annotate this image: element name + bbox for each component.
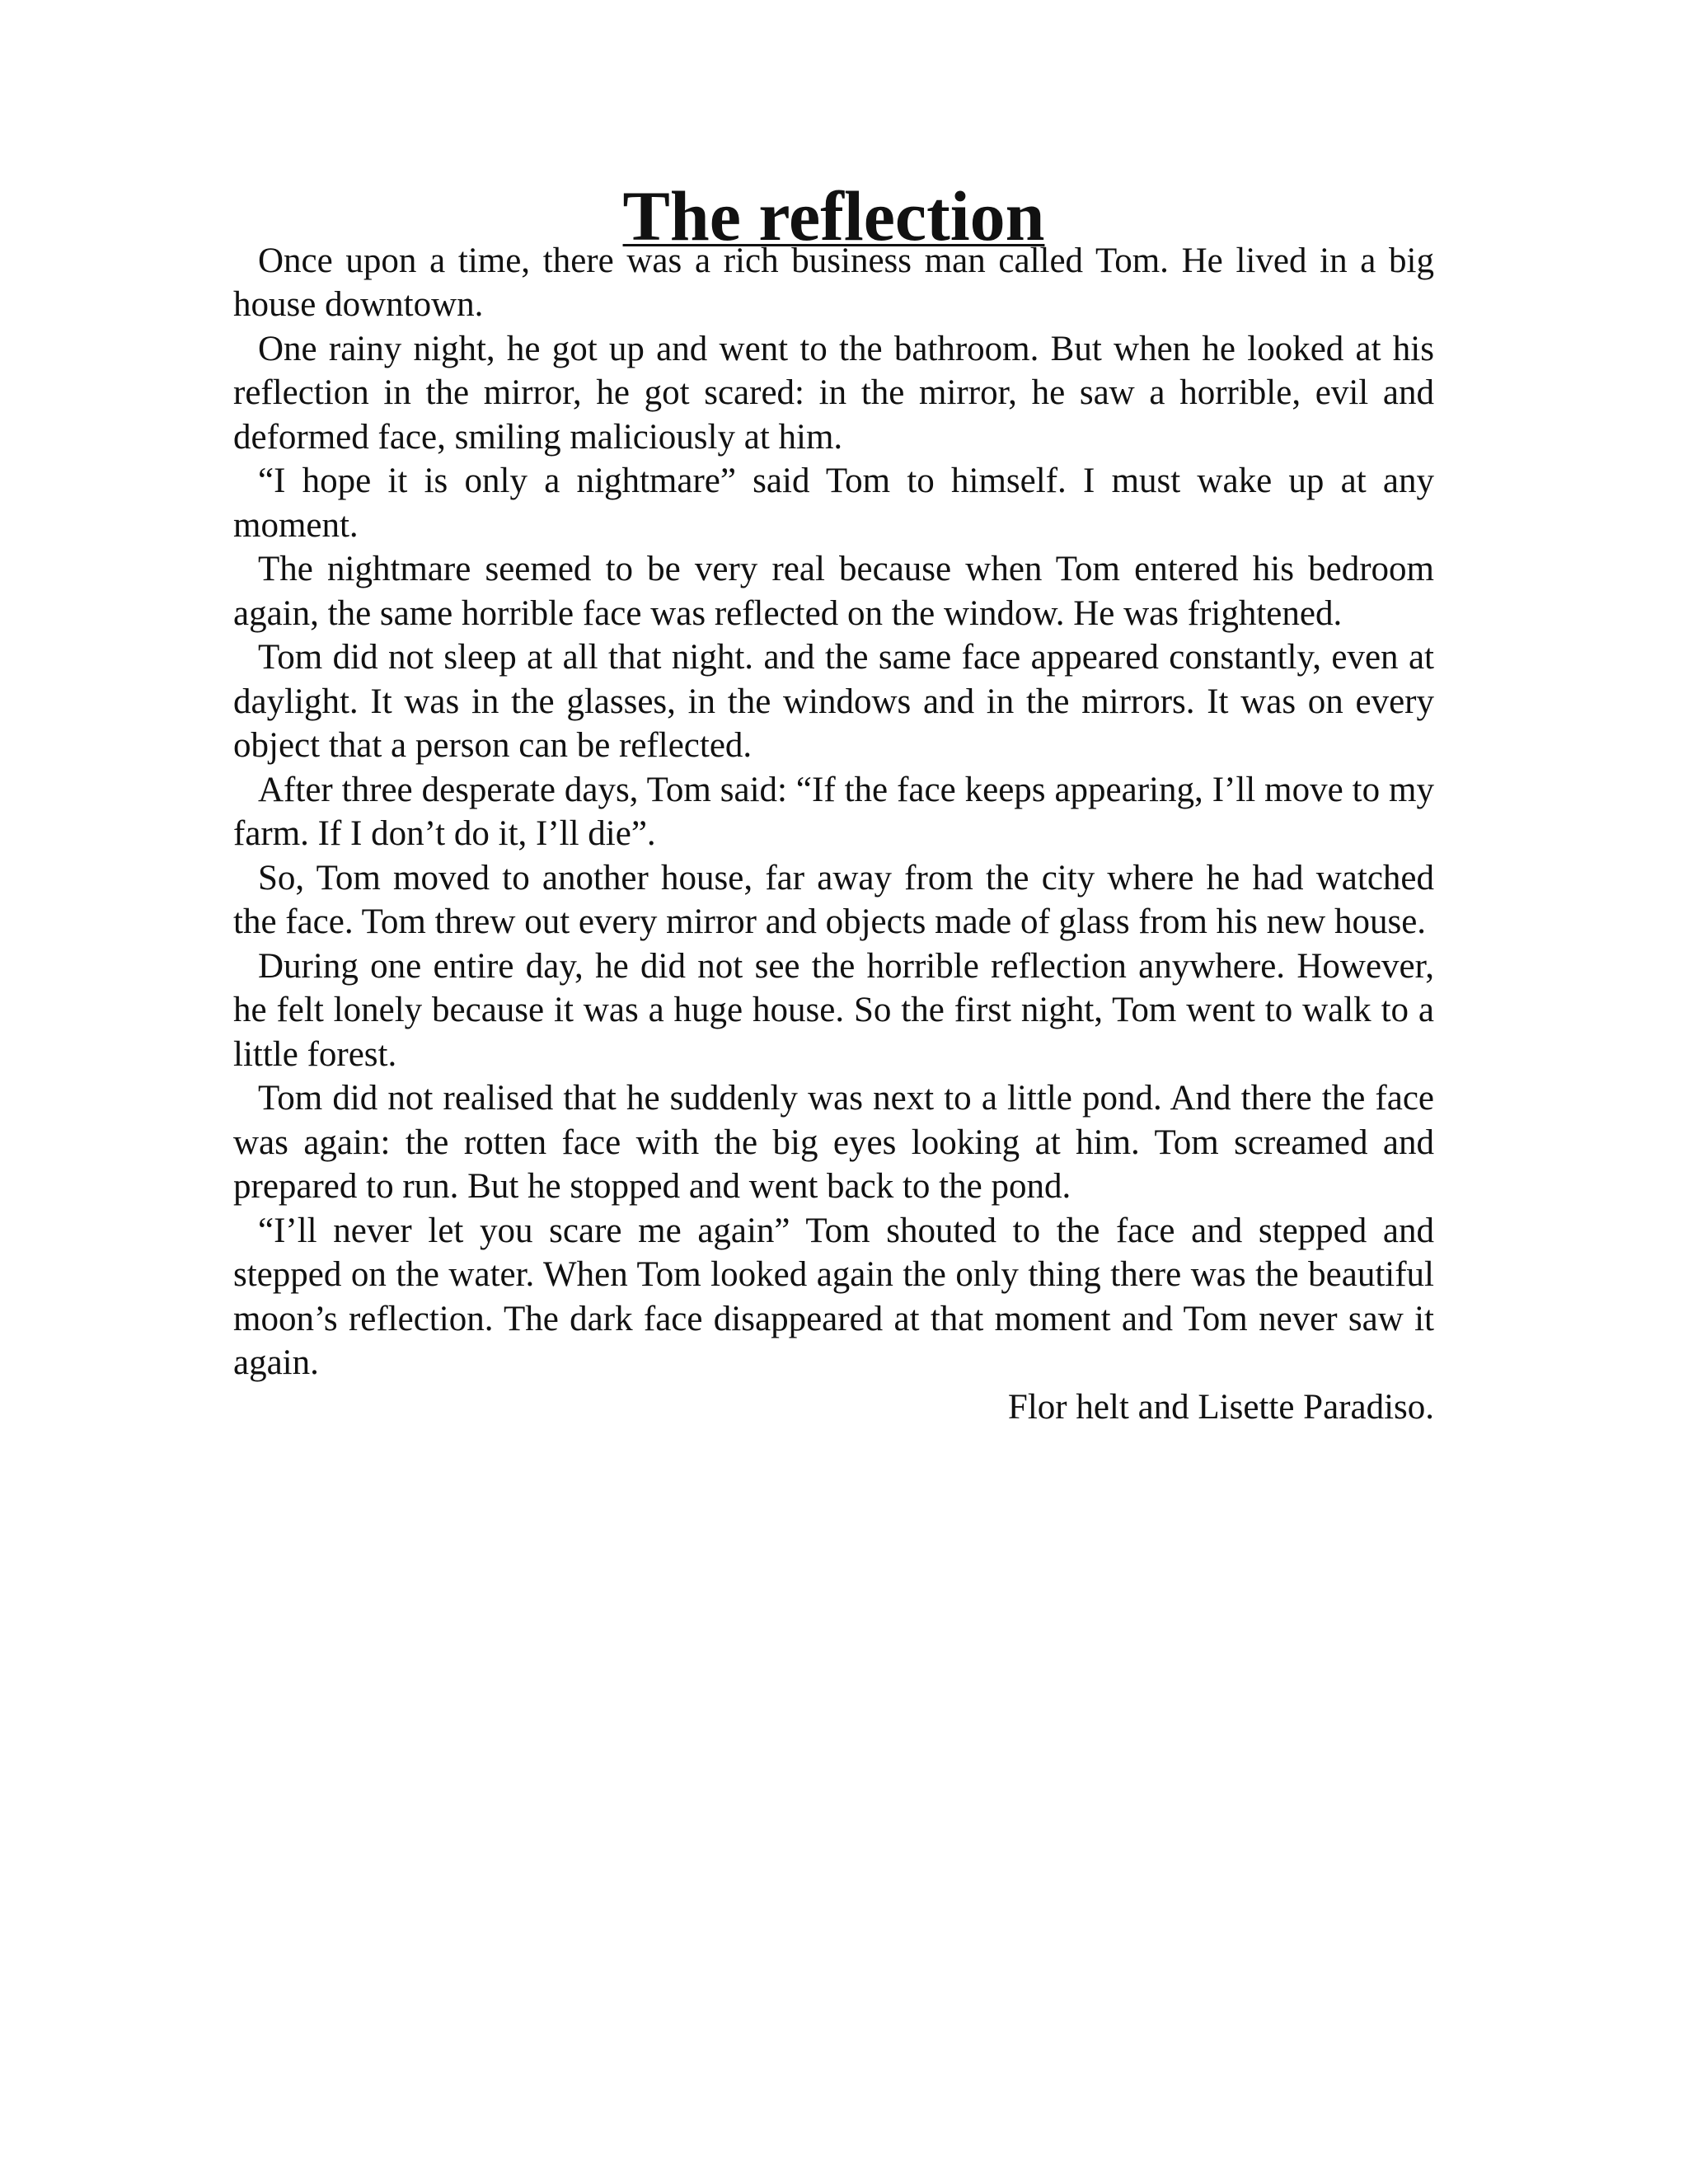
story-paragraph: Tom did not realised that he suddenly was next to a little pond. And there the face was again: the rotten face with the big eyes looking at him. Tom screamed and prepared to run. But he stopped and went back to the pond. [233, 1079, 1434, 1206]
story-paragraph: After three desperate days, Tom said: “If the face keeps appearing, I’ll move to my farm. If I don’t do it, I’ll die”. [233, 770, 1434, 853]
story-paragraph: One rainy night, he got up and went to the bathroom. But when he looked at his reflection in the mirror, he got scared: in the mirror, he saw a horrible, evil and deformed face, smiling maliciously at him. [233, 329, 1434, 457]
page-title: The reflection [622, 176, 1045, 255]
story-paragraph: Tom did not sleep at all that night. and the same face appeared constantly, even at daylight. It was in the glasses, in the windows and in the mirrors. It was on every object that a person can be reflected. [233, 638, 1434, 765]
story-paragraph: During one entire day, he did not see the horrible reflection anywhere. However, he felt lonely because it was a huge house. So the first night, Tom went to walk to a little forest. [233, 946, 1434, 1074]
story-paragraph: The nightmare seemed to be very real because when Tom entered his bedroom again, the same horrible face was reflected on the window. He was frightened. [233, 550, 1434, 633]
story-paragraph: “I hope it is only a nightmare” said Tom to himself. I must wake up at any moment. [233, 462, 1434, 545]
story-paragraph: Once upon a time, there was a rich business man called Tom. He lived in a big house downtown. [233, 241, 1434, 324]
story-paragraph: So, Tom moved to another house, far away from the city where he had watched the face. Tom threw out every mirror and objects made of glass from his new house. [233, 858, 1434, 941]
document-body [233, 176, 1434, 1429]
author-signature: Flor helt and Lisette Paradiso. [1007, 1387, 1434, 1427]
story-paragraph: “I’ll never let you scare me again” Tom shouted to the face and stepped and stepped on the water. When Tom looked again the only thing there was the beautiful moon’s reflection. The dark face disappeared at that moment and Tom never saw it again. [233, 1211, 1434, 1382]
